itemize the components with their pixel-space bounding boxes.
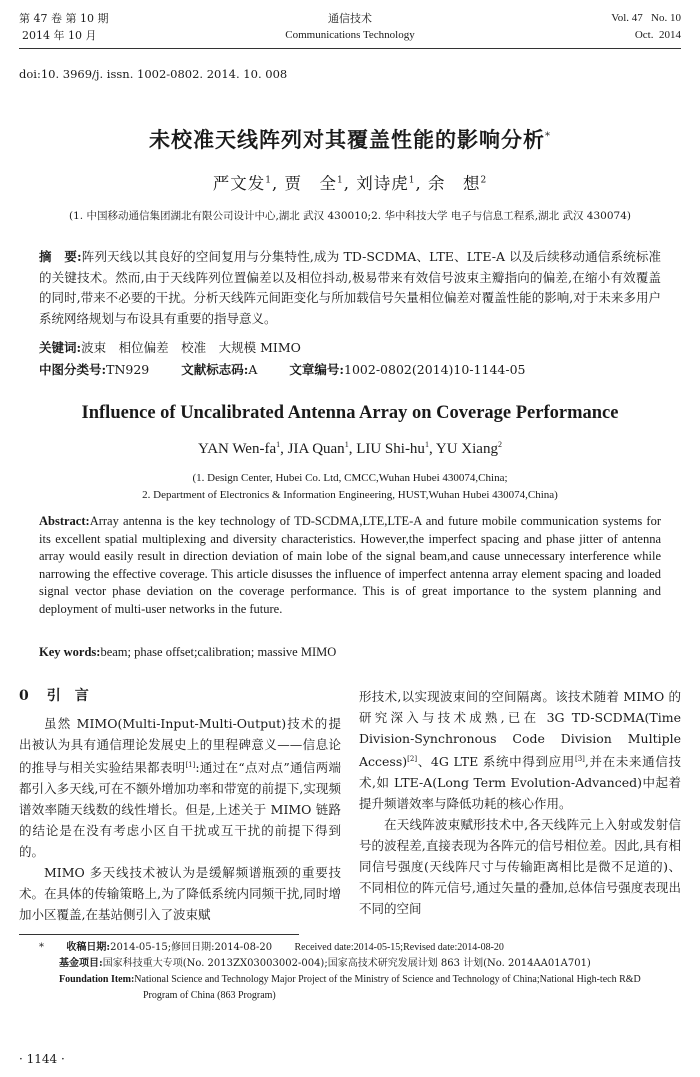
paragraph — [359, 686, 681, 814]
abstract-text-en: Array antenna is the key technology of TD-SCDMA,LTE,LTE-A and future mobile communication systems for its excellent spatial multiplexing and diversity characteristics. However,the imperfect spacing and phase jitter of antenna array would easily result in direction deviation of main lobe of the signal beam,and cause unnecessary interference while narrowing the effective coverage. This article disusses the influence of imperfect antenna array element spacing and loaded signal vector phase deviation on the coverage performance. This is of great importance to the system planning and deployment of multi-user networks in the future. — [39, 514, 661, 616]
paper-title-cn — [0, 124, 700, 154]
keywords-label-en: Key words: — [39, 645, 101, 659]
abstract-text-cn: 阵列天线以其良好的空间复用与分集特性,成为 TD-SCDMA、LTE、LTE-A 以及后续移动通信系统标准的关键技术。然而,由于天线阵列位置偏差以及相位抖动,极易带来有效信号波束主瓣指向的偏差,在缩小有效覆盖的同时,带来不必要的干扰。分析天线阵元间距变化与所加载信号矢量相位偏差对覆盖性能的影响,对于未来多用户系统网络规划与布设具有重要的指导意义。 — [39, 249, 661, 326]
abstract-label-en: Abstract: — [39, 514, 90, 528]
article-no-label: 文章编号: — [289, 362, 345, 377]
author-en-4: YU Xiang — [435, 441, 498, 457]
footnote-mark: * — [39, 942, 44, 953]
running-header — [19, 10, 681, 46]
affiliation-en-1: (1. Design Center, Hubei Co. Ltd, CMCC,Wuhan Hubei 430074,China; — [192, 472, 508, 484]
paragraph-text: :通过在“点对点”通信两端都引入多天线,可在不额外增加功率和带宽的前提下,实现频谱效率随天线数的线性增长。但是,上述关于 MIMO 链路的结论是在没有考虑小区自干扰或互干扰的前提下得到的。 — [19, 760, 341, 860]
received-dates-en: Received date:2014-05-15;Revised date:2014-08-20 — [294, 942, 504, 953]
fund-en-line — [39, 972, 681, 988]
author-4: 余 想 — [427, 174, 481, 193]
paragraph-text: ,并在未来通信技术,如 LTE-A(Long Term Evolution-Advanced)中起着提升频谱效率与降低功耗的核心作用。 — [359, 754, 681, 812]
paragraph: 在天线阵波束赋形技术中,各天线阵元上入射或发射信号的波程差,直接表现为各阵元的信号相位差。因此,具有相同信号强度(天线阵尺寸与传输距离相比是微不足道的)、不同相位的阵元信号,通过矢量的叠加,总体信号强度表现出不同的空间 — [359, 817, 681, 917]
paragraph — [19, 713, 341, 862]
footnote — [39, 940, 681, 1004]
article-no-value: 1002-0802(2014)10-1144-05 — [344, 362, 526, 377]
author-1: 严文发 — [212, 174, 266, 193]
keywords-label-cn: 关键词: — [39, 340, 82, 355]
author-en-1: YAN Wen-fa — [198, 441, 277, 457]
title-footnote-mark: * — [545, 131, 551, 142]
journal-name-en: Communications Technology — [285, 29, 415, 41]
citation-2[interactable]: [2] — [407, 755, 418, 763]
abstract-cn — [39, 247, 661, 329]
fund-en-label: Foundation Item: — [59, 974, 135, 985]
author-en-2: JIA Quan — [287, 441, 345, 457]
fund-line — [39, 956, 681, 972]
volume-issue-en: Vol. 47 No. 10 — [611, 12, 681, 24]
fund-label: 基金项目: — [59, 958, 103, 969]
paragraph-text: 虽然 MIMO(Multi-Input-Multi-Output)技术的提出被认为具有通信理论发展史上的里程碑意义——信息论的推导与相关实验结果都表明 — [19, 716, 341, 776]
paper-title-en: Influence of Uncalibrated Antenna Array on Coverage Performance — [81, 403, 619, 423]
paragraph-text: 形技术,以实现波束间的空间隔离。该技术随着 MIMO 的研究深入与技术成熟,已在 3G TD-SCDMA(Time Division-Synchronous Code Division Multiple Access) — [359, 689, 681, 770]
received-dates: 2014-05-15;修回日期:2014-08-20 — [110, 942, 273, 953]
received-label: 收稿日期: — [66, 942, 111, 953]
author-4-affil: 2 — [480, 175, 488, 186]
affiliation-cn: (1. 中国移动通信集团湖北有限公司设计中心,湖北 武汉 430010;2. 华中科技大学 电子与信息工程系,湖北 武汉 430074) — [69, 210, 631, 222]
affiliation-en-2: 2. Department of Electronics & Information Engineering, HUST,Wuhan Hubei 430074,China) — [142, 489, 558, 501]
author-2: 贾 全 — [284, 174, 338, 193]
author-en-3-affil: 1 — [424, 440, 429, 449]
authors-cn: 严文发$^1$, 贾 全$^1$, 刘诗虎$^1$, 余 想$^2$ — [212, 174, 488, 193]
doc-code-value: A — [248, 362, 258, 377]
header-rule — [19, 48, 681, 49]
date-cn: 2014 年 10 月 — [22, 29, 97, 42]
body-column-right — [359, 686, 681, 919]
clc-label: 中图分类号: — [39, 362, 107, 377]
date-en: Oct. 2014 — [634, 29, 681, 41]
author-en-2-affil: 1 — [344, 440, 349, 449]
page-number: · 1144 · — [19, 1052, 65, 1066]
doi[interactable]: doi:10. 3969/j. issn. 1002-0802. 2014. 10. 008 — [19, 67, 288, 81]
volume-issue-cn: 第 47 卷 第 10 期 — [19, 12, 109, 25]
section-title: 引 言 — [46, 688, 89, 704]
body-column-left — [19, 686, 341, 925]
abstract-en — [39, 513, 661, 618]
header-right — [611, 10, 681, 44]
journal-name-cn: 通信技术 — [328, 12, 372, 25]
keywords-text-en: beam; phase offset;calibration; massive MIMO — [100, 645, 337, 659]
footnote-rule — [19, 934, 299, 935]
keywords-cn — [39, 338, 301, 356]
fund-en-line-2: Program of China (863 Program) — [143, 990, 276, 1001]
keywords-text-cn: 波束 相位偏差 校准 大规模 MIMO — [81, 340, 301, 355]
header-center — [19, 10, 681, 44]
footnote-dates — [39, 940, 681, 956]
title-text: 未校准天线阵列对其覆盖性能的影响分析 — [149, 127, 545, 152]
author-1-affil: 1 — [265, 175, 273, 186]
author-3: 刘诗虎 — [356, 174, 409, 193]
clc-value: TN929 — [106, 362, 150, 377]
author-en-1-affil: 1 — [276, 440, 281, 449]
abstract-label-cn: 摘 要: — [39, 249, 82, 264]
classification-row — [39, 360, 554, 378]
citation-3[interactable]: [3] — [574, 755, 585, 763]
authors-en: YAN Wen-$fa^1$, JIA Quan$^1$, LIU Shi-$hu^1$, YU Xiang$^2$ — [198, 440, 502, 457]
paragraph-text: 、4G LTE 系统中得到应用 — [417, 754, 575, 770]
section-number: 0 — [19, 688, 29, 704]
author-3-affil: 1 — [408, 175, 416, 186]
fund-en-text: National Science and Technology Major Project of the Ministry of Science and Technology of China;National High-tech R&D — [134, 974, 641, 985]
author-en-4-affil: 2 — [497, 440, 502, 449]
keywords-en — [39, 645, 336, 660]
author-en-3: LIU Shi-hu — [356, 441, 425, 457]
section-heading — [19, 686, 341, 707]
author-2-affil: 1 — [337, 175, 344, 186]
citation-1[interactable]: [1] — [185, 761, 196, 769]
doc-code-label: 文献标志码: — [181, 362, 249, 377]
paragraph: MIMO 多天线技术被认为是缓解频谱瓶颈的重要技术。在具体的传输策略上,为了降低系统内同频干扰,同时增加小区覆盖,在基站侧引入了波束赋 — [19, 865, 341, 923]
fund-text: 国家科技重大专项(No. 2013ZX03003002-004);国家高技术研究发展计划 863 计划(No. 2014AA01A701) — [102, 958, 591, 969]
